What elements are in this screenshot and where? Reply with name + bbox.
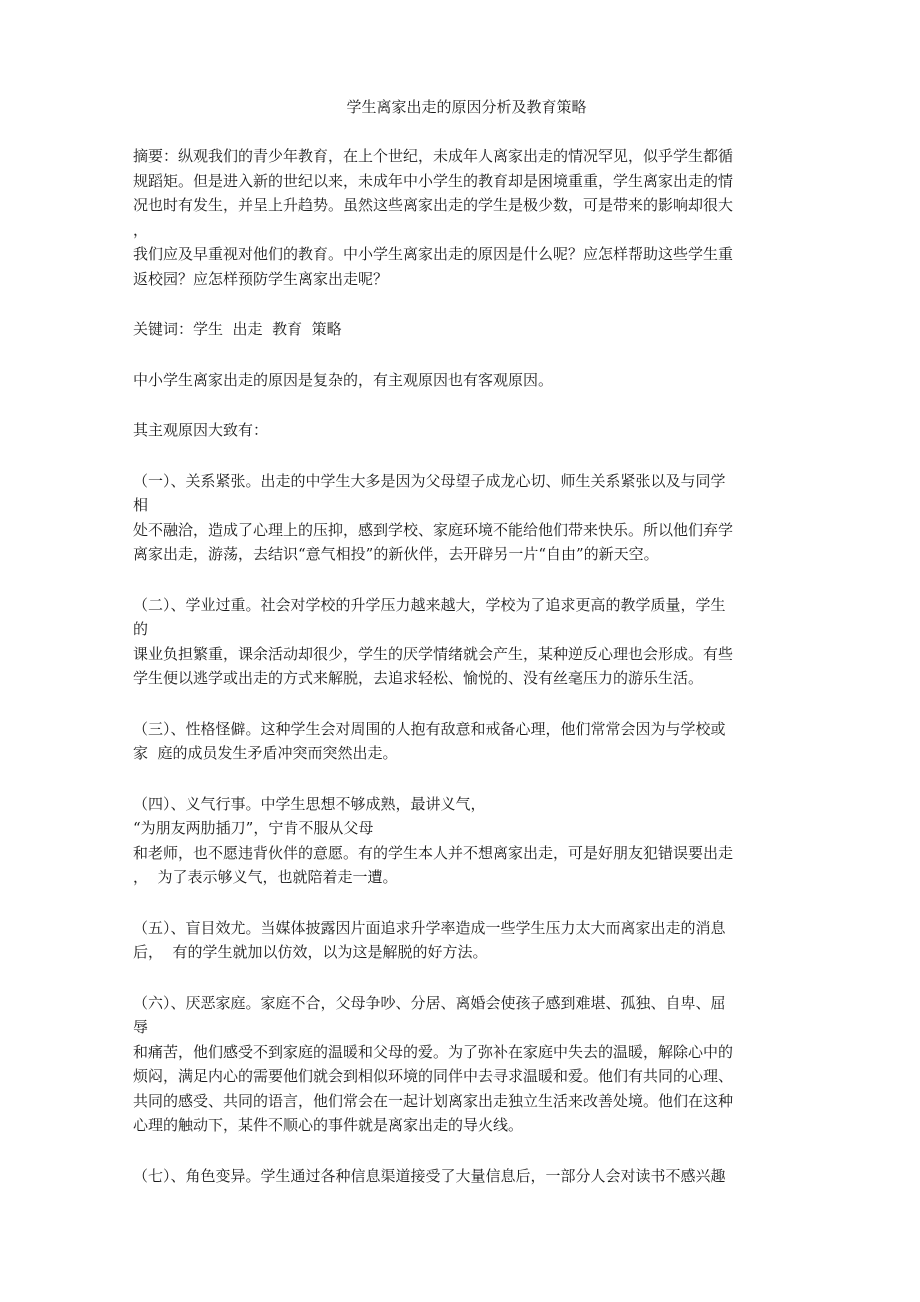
paragraph-line: （六）、厌恶家庭。家庭不合，父母争吵、分居、离婚会使孩子感到难堪、孤独、自卑、屈 xyxy=(133,993,726,1012)
paragraph-line: 心理的触动下，某件不顺心的事件就是离家出走的导火线。 xyxy=(133,1116,524,1134)
paragraph-line: 和痛苦，他们感受不到家庭的温暖和父母的爱。为了弥补在家庭中失去的温暖，解除心中的 xyxy=(133,1042,734,1061)
reason-7-paragraph xyxy=(133,1164,800,1189)
paragraph-line: ， xyxy=(133,220,149,239)
paragraph-line: （三）、性格怪僻。这种学生会对周围的人抱有敌意和戒备心理，他们常常会因为与学校或 xyxy=(133,719,726,738)
abstract-paragraph xyxy=(133,144,800,291)
paragraph-line: 的 xyxy=(133,620,149,638)
paragraph-line: （七）、角色变异。学生通过各种信息渠道接受了大量信息后，一部分人会对读书不感兴趣 xyxy=(133,1166,726,1185)
reason-4-paragraph xyxy=(133,792,800,890)
paragraph-line: （四）、义气行事。中学生思想不够成熟，最讲义气， xyxy=(133,794,486,813)
paragraph-line: 和老师，也不愿违背伙伴的意愿。有的学生本人并不想离家出走，可是好朋友犯错误要出走 xyxy=(133,843,734,862)
paragraph-line: 况也时有发生，并呈上升趋势。虽然这些离家出走的学生是极少数，可是带来的影响却很大 xyxy=(133,196,734,214)
reason-5-paragraph xyxy=(133,916,800,965)
paragraph-line: 课业负担繁重，课余活动却很少，学生的厌学情绪就会产生，某种逆反心理也会形成。有些 xyxy=(133,644,734,663)
paragraph-line: 家 庭的成员发生矛盾冲突而突然出走。 xyxy=(133,744,398,762)
paragraph-line: 我们应及早重视对他们的教育。中小学生离家出走的原因是什么呢？应怎样帮助这些学生重 xyxy=(133,245,734,263)
paragraph-line: 规蹈矩。但是进入新的世纪以来，未成年中小学生的教育却是困境重重，学生离家出走的情 xyxy=(133,171,734,190)
paragraph-line: 返校园？应怎样预防学生离家出走呢？ xyxy=(133,269,389,288)
paragraph-line: 处不融洽，造成了心理上的压抑，感到学校、家庭环境不能给他们带来快乐。所以他们弃学 xyxy=(133,520,734,539)
paragraph-line: （二）、学业过重。社会对学校的升学压力越来越大，学校为了追求更高的教学质量，学生 xyxy=(133,595,726,614)
document-title: 学生离家出走的原因分析及教育策略 xyxy=(346,98,587,116)
paragraph-line: 关键词：学生 出走 教育 策略 xyxy=(133,320,342,338)
paragraph-line: 学生便以逃学或出走的方式来解脱，去追求轻松、愉悦的、没有丝毫压力的游乐生活。 xyxy=(133,669,704,687)
paragraph-line: 烦闷，满足内心的需要他们就会到相似环境的同伴中去寻求温暖和爱。他们有共同的心理、 xyxy=(133,1067,734,1085)
paragraph-line: 其主观原因大致有： xyxy=(133,421,269,439)
paragraph-line: 共同的感受、共同的语言，他们常会在一起计划离家出走独立生活来改善处境。他们在这种 xyxy=(133,1091,734,1110)
keywords-paragraph xyxy=(133,317,800,342)
reason-1-paragraph xyxy=(133,469,800,567)
paragraph-line: （五）、盲目效尤。当媒体披露因片面追求升学率造成一些学生压力太大而离家出走的消息 xyxy=(133,918,726,937)
paragraph-line: 离家出走，游荡，去结识“意气相投”的新伙伴，去开辟另一片“自由”的新天空。 xyxy=(133,545,659,563)
paragraph-line: 相 xyxy=(133,496,149,514)
paragraph-line: “为朋友两肋插刀”，宁肯不服从父母 xyxy=(133,819,374,837)
reason-6-paragraph xyxy=(133,991,800,1138)
paragraph-line: 中小学生离家出走的原因是复杂的，有主观原因也有客观原因。 xyxy=(133,370,554,389)
reason-2-paragraph xyxy=(133,593,800,691)
paragraph-line: 辱 xyxy=(133,1018,149,1036)
intro-paragraph xyxy=(133,368,800,393)
paragraph-line: ， 为了表示够义气，也就陪着走一遭。 xyxy=(133,868,398,886)
subjective-heading-paragraph xyxy=(133,418,800,443)
paragraph-line: 后， 有的学生就加以仿效，以为这是解脱的好方法。 xyxy=(133,943,488,961)
paragraph-line: （一）、关系紧张。出走的中学生大多是因为父母望子成龙心切、师生关系紧张以及与同学 xyxy=(133,471,726,490)
reason-3-paragraph xyxy=(133,717,800,766)
paragraph-line: 摘要：纵观我们的青少年教育，在上个世纪，未成年人离家出走的情况罕见，似乎学生都循 xyxy=(133,147,734,165)
